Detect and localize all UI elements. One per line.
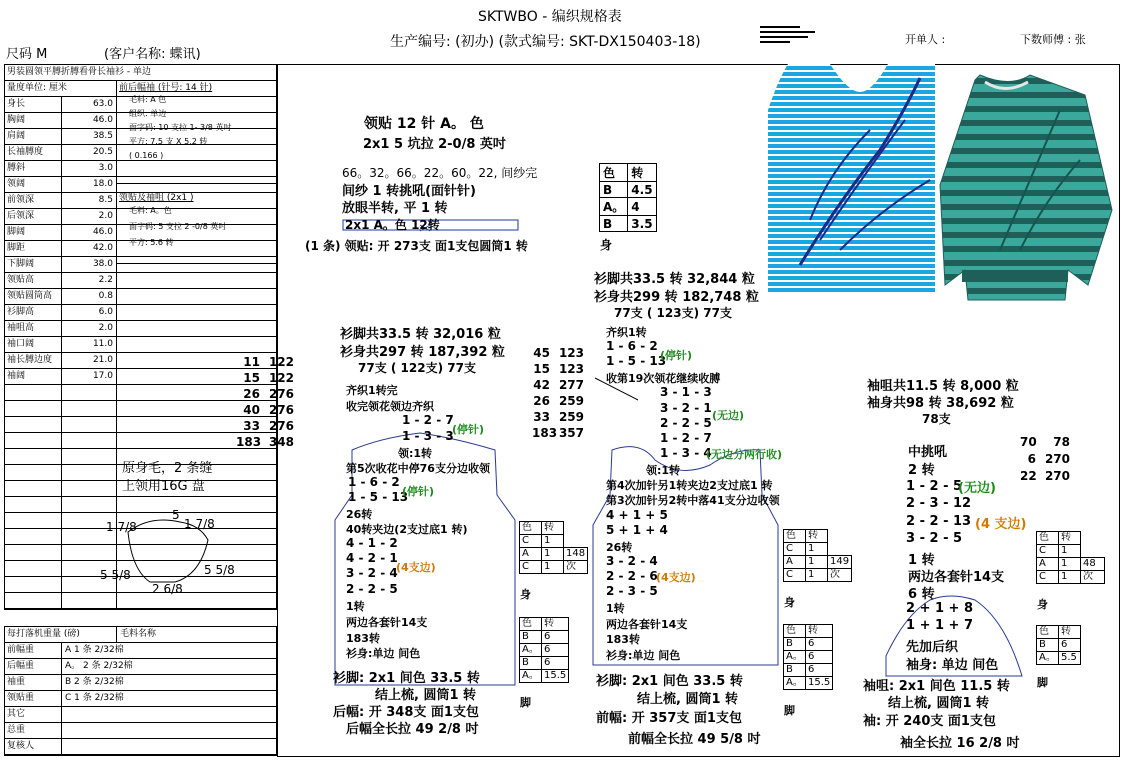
back-l15: 两边各套针14支 <box>346 616 428 629</box>
back-stop-2: (停针) <box>402 485 435 498</box>
material-label: 复核人 <box>5 739 62 754</box>
material-value: A 1 条 2/32棉 <box>65 645 124 655</box>
back-l5: 第5次收花中停76支分边收领 <box>346 462 490 475</box>
spec-row-value: 0.8 <box>62 289 117 304</box>
back-l4: 1 - 3 - 3 <box>402 429 454 443</box>
spec-row-label: 膊斜 <box>5 161 62 176</box>
front-b2: 前幅: 开 357支 面1支包 <box>596 711 742 726</box>
number-b: 276 <box>268 387 294 401</box>
number-b: 270 <box>1044 469 1070 483</box>
back-l3: 1 - 2 - 7 <box>402 413 454 427</box>
spec-row-value: 2.2 <box>62 273 117 288</box>
color-table-cell: A。 <box>784 677 806 690</box>
color-table-header: 色 <box>1037 532 1059 545</box>
collar-line-6: 2x1 A。色 12转 <box>345 218 440 232</box>
back-l16: 183转 <box>346 632 380 645</box>
color-table-cell: 3.5 <box>628 216 656 232</box>
style-desc: 男装圆领平膊折膊看骨长袖衫 - 单边 <box>7 67 151 77</box>
front-l7: 2 - 2 - 5 <box>660 416 712 430</box>
front-widths: 77支 ( 123支) 77支 <box>614 306 732 320</box>
spec-row-label: 身长 <box>5 97 62 112</box>
spec-row-label: 肩阔 <box>5 129 62 144</box>
color-table-cell: B <box>784 638 806 651</box>
spec-row-value: 2.0 <box>62 321 117 336</box>
color-table-cell: 6 <box>1059 639 1081 652</box>
color-table-cell: 次 <box>828 569 852 582</box>
spec-row-label: 胸阔 <box>5 113 62 128</box>
back-l17: 衫身:单边 间色 <box>346 647 421 660</box>
number-a: 26 <box>533 394 550 408</box>
sleeve-widths: 78支 <box>922 412 951 426</box>
number-a: 183 <box>236 435 262 449</box>
sheet-title: SKTWBO - 编织规格表 <box>478 9 622 25</box>
front-l11: 第3次加针另2转中落41支分边收领 <box>606 494 780 507</box>
number-a: 45 <box>533 346 550 360</box>
collar-table-side: 身 <box>600 238 613 252</box>
number-b: 259 <box>558 410 584 424</box>
back-l11: 4 - 2 - 1 <box>346 551 398 565</box>
number-a: 33 <box>243 419 260 433</box>
color-table-cell: 6 <box>806 651 833 664</box>
color-table-cell: B <box>520 657 542 670</box>
material-value: A。 2 条 2/32棉 <box>65 661 133 671</box>
collar-color-table <box>599 163 657 232</box>
front-l10: 第4次加针另1转夹边2支过底1 转 <box>606 479 773 492</box>
number-a: 6 <box>1027 452 1036 466</box>
sleeve-rib-color-table <box>1036 625 1081 665</box>
sleeve-l5: 2 - 2 - 13 <box>906 514 972 529</box>
color-table-cell: 15.5 <box>806 677 833 690</box>
spec-row-value: 2.0 <box>62 209 117 224</box>
number-b: 123 <box>558 362 584 376</box>
number-b: 123 <box>558 346 584 360</box>
color-table-cell: 4 <box>628 198 656 216</box>
front-l9: 1 - 3 - 4 <box>660 446 712 460</box>
front-l17: 2 - 3 - 5 <box>606 584 658 598</box>
color-table-cell: B <box>520 631 542 644</box>
neck-dim-right: 1 7/8 <box>184 517 215 531</box>
issuer-label: 开单人 : <box>905 33 946 46</box>
collar-line-4: 间纱 1 转挑吼(面针针) <box>342 184 476 199</box>
back-l1: 齐织1转完 <box>346 384 398 397</box>
front-body-color-table <box>783 529 852 582</box>
collar-line-5: 放眼半转, 平 1 转 <box>342 201 448 216</box>
back-l14: 1转 <box>346 600 365 613</box>
spec-row-label: 袖口阔 <box>5 337 62 352</box>
sleeve-b3: 袖全长拉 16 2/8 吋 <box>900 736 1020 751</box>
sleeve-l11: 1 + 1 + 7 <box>906 618 974 633</box>
front-total-body: 衫身共299 转 182,748 粒 <box>594 290 759 305</box>
color-table-cell: B <box>600 216 628 232</box>
color-table-cell: A <box>520 548 542 561</box>
front-l18: 1转 <box>606 602 625 615</box>
sleeve-l3: 1 - 2 - 5 <box>906 479 963 494</box>
size-label: 尺码 M <box>6 47 48 62</box>
front-l15: 3 - 2 - 4 <box>606 554 658 568</box>
number-a: 15 <box>533 362 550 376</box>
front-b3: 前幅全长拉 49 5/8 吋 <box>628 732 761 747</box>
sleeve-side-edge: (4 支边) <box>975 517 1027 532</box>
back-stop-1: (停针) <box>452 423 485 436</box>
neck-dim-bottom-left: 5 5/8 <box>100 568 131 582</box>
color-table-cell: 1 <box>806 543 828 556</box>
front-l21: 衫身:单边 间色 <box>606 649 681 662</box>
back-neck: 领:1转 <box>398 447 433 460</box>
sleeve-t1-side: 身 <box>1037 598 1048 611</box>
collar-line-2: 2x1 5 坑拉 2-0/8 英吋 <box>363 137 506 152</box>
color-table-cell: B <box>1037 639 1059 652</box>
sleeve-rib: 袖咀: 2x1 间色 11.5 转 <box>863 679 1010 694</box>
spec-row-value: 21.0 <box>62 353 117 368</box>
front-l2: 1 - 6 - 2 <box>606 339 658 353</box>
color-table-cell: A。 <box>784 651 806 664</box>
color-table-cell <box>564 535 588 548</box>
front-l20: 183转 <box>606 633 640 646</box>
number-a: 183 <box>532 426 558 440</box>
material-value: B 2 条 2/32棉 <box>65 677 124 687</box>
material-label: 总重 <box>5 723 62 738</box>
material-col-label: 毛料名称 <box>120 629 157 639</box>
color-table-cell: A。 <box>520 644 542 657</box>
spec-row-value: 42.0 <box>62 241 117 256</box>
sleeve-l13: 袖身: 单边 间色 <box>906 658 999 673</box>
collar-line-1: 领贴 12 针 A。 色 <box>364 116 484 132</box>
number-pair <box>532 377 584 393</box>
color-table-header: 转 <box>628 164 656 182</box>
back-rib-color-table <box>519 617 569 683</box>
color-table-cell: C <box>784 569 806 582</box>
color-table-cell: B <box>600 182 628 198</box>
spec-row-label: 袖长膊边度 <box>5 353 62 368</box>
back-b2: 后幅: 开 348支 面1支包 <box>333 705 479 720</box>
back-b1: 结上梳, 圆筒1 转 <box>375 688 477 703</box>
material-label: 其它 <box>5 707 62 722</box>
number-b: 122 <box>268 355 294 369</box>
color-table-cell: 148 <box>564 548 588 561</box>
master-label: 下数师傅 : 张 <box>1020 33 1086 46</box>
color-table-cell: A <box>1037 558 1059 571</box>
back-l8: 26转 <box>346 508 373 521</box>
number-b: 277 <box>558 378 584 392</box>
sleeve-total-body: 袖身共98 转 38,692 粒 <box>867 396 1014 411</box>
spec-row-label: 下脚阔 <box>5 257 62 272</box>
sleeve-b1: 结上梳, 圆筒1 转 <box>888 696 990 711</box>
spec-row-label: 领贴高 <box>5 273 62 288</box>
front-number-list <box>532 345 584 441</box>
number-b: 78 <box>1053 435 1070 449</box>
sleeve-l6: 3 - 2 - 5 <box>906 531 963 546</box>
material-label: 领贴重 <box>5 691 62 706</box>
note-collar-line: 平方: 5.6 转 <box>129 238 174 247</box>
front-l3: 1 - 5 - 13 <box>606 354 667 368</box>
sleeve-l10: 2 + 1 + 8 <box>906 601 974 616</box>
color-table-cell: 1 <box>1059 571 1081 584</box>
front-stop: (停针) <box>660 349 693 362</box>
material-label: 前幅重 <box>5 643 62 658</box>
back-t2-side: 脚 <box>520 696 531 709</box>
color-table-cell <box>1081 545 1105 558</box>
number-b: 357 <box>558 426 584 440</box>
number-pair <box>532 409 584 425</box>
color-table-cell: 1 <box>542 561 564 574</box>
note-body-title: 前后幅袖 (针号: 14 针) <box>119 83 213 93</box>
body-yarn-note: 原身毛，2 条缝 上领用16G 盘 <box>122 461 213 494</box>
color-table-header: 转 <box>542 522 564 535</box>
note-collar-line: 毛料: A。色 <box>129 206 172 215</box>
neck-dim-left: 1 7/8 <box>106 520 137 534</box>
color-table-cell: A <box>784 556 806 569</box>
color-table-cell <box>828 543 852 556</box>
number-b: 276 <box>268 403 294 417</box>
color-table-cell: A。 <box>1037 652 1059 665</box>
front-l4: 收第19次领花继续收膊 <box>606 372 721 385</box>
front-b1: 结上梳, 圆筒1 转 <box>637 692 739 707</box>
unit-label: 量度单位: 厘米 <box>5 81 117 96</box>
color-table-cell: 4.5 <box>628 182 656 198</box>
spec-row-label: 领阔 <box>5 177 62 192</box>
spec-row-label: 长袖膊度 <box>5 145 62 160</box>
color-table-cell: 1 <box>542 535 564 548</box>
color-table-cell: 5.5 <box>1059 652 1081 665</box>
note-body-line: 组织: 单边 <box>129 109 167 118</box>
color-table-header: 转 <box>1059 532 1081 545</box>
color-table-header: 转 <box>806 530 828 543</box>
color-table-cell: 6 <box>542 631 569 644</box>
front-l13: 5 + 1 + 4 <box>606 523 668 537</box>
note-collar-title: 领贴及袖咀 (2x1 ) <box>119 193 194 203</box>
color-table-cell: C <box>1037 571 1059 584</box>
front-rib-color-table <box>783 624 833 690</box>
color-table-cell: 6 <box>542 657 569 670</box>
back-l10: 4 - 1 - 2 <box>346 536 398 550</box>
number-b: 259 <box>558 394 584 408</box>
front-l16: 2 - 2 - 6 <box>606 569 658 583</box>
sleeve-l2: 2 转 <box>908 463 935 478</box>
front-l8: 1 - 2 - 7 <box>660 431 712 445</box>
sleeve-l12: 先加后织 <box>906 640 959 655</box>
sleeve-l4: 2 - 3 - 12 <box>906 496 972 511</box>
number-a: 26 <box>243 387 260 401</box>
front-l19: 两边各套针14支 <box>606 618 688 631</box>
sleeve-l9: 6 转 <box>908 587 935 602</box>
number-a: 42 <box>533 378 550 392</box>
number-b: 348 <box>268 435 294 449</box>
number-pair <box>1020 451 1070 468</box>
production-number: 生产编号: (初办) (款式编号: SKT-DX150403-18) <box>390 34 701 50</box>
number-a: 40 <box>243 403 260 417</box>
color-table-cell: A。 <box>600 198 628 216</box>
front-total-rib: 衫脚共33.5 转 32,844 粒 <box>594 272 755 287</box>
color-table-header: 色 <box>784 625 806 638</box>
spec-row-value: 11.0 <box>62 337 117 352</box>
color-table-cell: 次 <box>564 561 588 574</box>
color-table-header: 色 <box>520 522 542 535</box>
number-a: 70 <box>1020 435 1037 449</box>
back-rib: 衫脚: 2x1 间色 33.5 转 <box>333 671 480 686</box>
spec-row-label: 前领深 <box>5 193 62 208</box>
note-collar-line: 面字码: 5 支拉 2 -0/8 英吋 <box>129 222 227 231</box>
back-b3: 后幅全长拉 49 2/8 吋 <box>346 722 479 737</box>
front-noedge: (无边) <box>712 409 745 422</box>
color-table-cell: 6 <box>806 664 833 677</box>
sleeve-body-color-table <box>1036 531 1105 584</box>
color-table-cell: C <box>520 561 542 574</box>
neck-dim-bottom-right: 5 5/8 <box>204 563 235 577</box>
note-body-line: ( 0.166 ) <box>129 151 164 160</box>
color-table-cell: C <box>784 543 806 556</box>
front-neck: 领:1转 <box>646 464 681 477</box>
spec-row-label: 袖咀高 <box>5 321 62 336</box>
color-table-cell: 48 <box>1081 558 1105 571</box>
number-pair <box>1020 434 1070 451</box>
spec-row-value: 3.0 <box>62 161 117 176</box>
front-l12: 4 + 1 + 5 <box>606 508 668 522</box>
front-side-edge: (4支边) <box>656 571 696 584</box>
number-b: 276 <box>268 419 294 433</box>
number-a: 22 <box>1020 469 1037 483</box>
front-l6: 3 - 2 - 1 <box>660 401 712 415</box>
spec-row-value: 38.5 <box>62 129 117 144</box>
color-table-cell: 1 <box>1059 545 1081 558</box>
sleeve-t2-side: 脚 <box>1037 676 1048 689</box>
color-table-cell: C <box>520 535 542 548</box>
number-b: 122 <box>268 371 294 385</box>
color-table-cell: 1 <box>806 569 828 582</box>
number-a: 33 <box>533 410 550 424</box>
back-l2: 收完领花领边齐织 <box>346 400 434 413</box>
material-label: 袖重 <box>5 675 62 690</box>
number-pair <box>532 425 584 441</box>
sleeve-l1: 中挑吼 <box>908 445 948 460</box>
spec-row-label: 领贴圆筒高 <box>5 289 62 304</box>
note-body-line: 平方: 7.5 支 X 5.2 转 <box>129 137 208 146</box>
spec-row-value: 18.0 <box>62 177 117 192</box>
spec-row-value: 46.0 <box>62 113 117 128</box>
collar-line-3: 66。32。66。22。60。22, 间纱完 <box>342 166 538 180</box>
color-table-header: 色 <box>1037 626 1059 639</box>
spec-row-value: 63.0 <box>62 97 117 112</box>
spec-row-label: 脚距 <box>5 241 62 256</box>
sleeve-number-list <box>1020 434 1070 485</box>
spec-row-value: 46.0 <box>62 225 117 240</box>
color-table-cell: A。 <box>520 670 542 683</box>
color-table-header: 转 <box>542 618 569 631</box>
material-label: 后幅重 <box>5 659 62 674</box>
color-table-cell: 1 <box>542 548 564 561</box>
color-table-cell: 15.5 <box>542 670 569 683</box>
spec-row-label: 衫脚高 <box>5 305 62 320</box>
spec-row-value: 8.5 <box>62 193 117 208</box>
number-b: 270 <box>1044 452 1070 466</box>
back-total-rib: 衫脚共33.5 转 32,016 粒 <box>340 327 501 342</box>
color-table-header: 色 <box>520 618 542 631</box>
color-table-header: 色 <box>600 164 628 182</box>
back-l7: 1 - 5 - 13 <box>348 490 409 504</box>
back-t1-side: 身 <box>520 588 531 601</box>
back-widths: 77支 ( 122支) 77支 <box>358 361 476 375</box>
back-total-body: 衫身共297 转 187,392 粒 <box>340 345 505 360</box>
color-table-header: 转 <box>1059 626 1081 639</box>
spec-row-value: 20.5 <box>62 145 117 160</box>
collar-line-7: (1 条) 领贴: 开 273支 面1支包圆筒1 转 <box>305 239 528 253</box>
front-noedge-2: (无边分两行收) <box>706 448 783 461</box>
number-pair <box>532 361 584 377</box>
number-pair <box>532 345 584 361</box>
neck-dim-bottom: 2 6/8 <box>152 582 183 596</box>
front-rib: 衫脚: 2x1 间色 33.5 转 <box>596 674 743 689</box>
color-table-header: 转 <box>806 625 833 638</box>
back-l13: 2 - 2 - 5 <box>346 582 398 596</box>
spec-row-value: 6.0 <box>62 305 117 320</box>
sleeve-total-cuff: 袖咀共11.5 转 8,000 粒 <box>867 379 1019 394</box>
number-a: 15 <box>243 371 260 385</box>
note-body-line: 毛料: A 色 <box>129 95 167 104</box>
front-l14: 26转 <box>606 541 633 554</box>
neck-dim-top: 5 <box>172 508 180 522</box>
back-body-color-table <box>519 521 588 574</box>
front-t2-side: 脚 <box>784 704 795 717</box>
color-table-cell: C <box>1037 545 1059 558</box>
back-l12: 3 - 2 - 4 <box>346 566 398 580</box>
color-table-cell: 149 <box>828 556 852 569</box>
spec-row-value: 17.0 <box>62 369 117 384</box>
sleeve-l7: 1 转 <box>908 553 935 568</box>
number-pair <box>1020 468 1070 485</box>
color-table-cell: 6 <box>542 644 569 657</box>
color-table-cell: 6 <box>806 638 833 651</box>
number-a: 11 <box>243 355 260 369</box>
material-value: C 1 条 2/32棉 <box>65 693 124 703</box>
number-pair <box>532 393 584 409</box>
material-title: 每打落机重量 (磅) <box>5 627 117 642</box>
color-table-cell: B <box>784 664 806 677</box>
color-table-cell: 1 <box>806 556 828 569</box>
spec-row-label: 袖阔 <box>5 369 62 384</box>
tshirt-hem-rib <box>962 270 1068 282</box>
back-l6: 1 - 6 - 2 <box>348 475 400 489</box>
spec-row-value: 38.0 <box>62 257 117 272</box>
spec-row-label: 脚阔 <box>5 225 62 240</box>
front-l5: 3 - 1 - 3 <box>660 385 712 399</box>
color-table-cell: 1 <box>1059 558 1081 571</box>
note-body-line: 面字码: 10 支拉 1- 3/8 英吋 <box>129 123 232 132</box>
front-t1-side: 身 <box>784 596 795 609</box>
color-table-header: 色 <box>784 530 806 543</box>
sleeve-noedge: (无边) <box>958 481 996 496</box>
back-side-edge: (4支边) <box>396 561 436 574</box>
sleeve-b2: 袖: 开 240支 面1支包 <box>863 714 996 729</box>
color-table-cell: 次 <box>1081 571 1105 584</box>
sleeve-l8: 两边各套针14支 <box>908 570 1005 585</box>
spec-row-label: 后领深 <box>5 209 62 224</box>
front-l1: 齐织1转 <box>606 326 647 339</box>
back-l9: 40转夹边(2支过底1 转) <box>346 523 468 536</box>
client-label: (客户名称: 蝶讯) <box>104 47 201 62</box>
